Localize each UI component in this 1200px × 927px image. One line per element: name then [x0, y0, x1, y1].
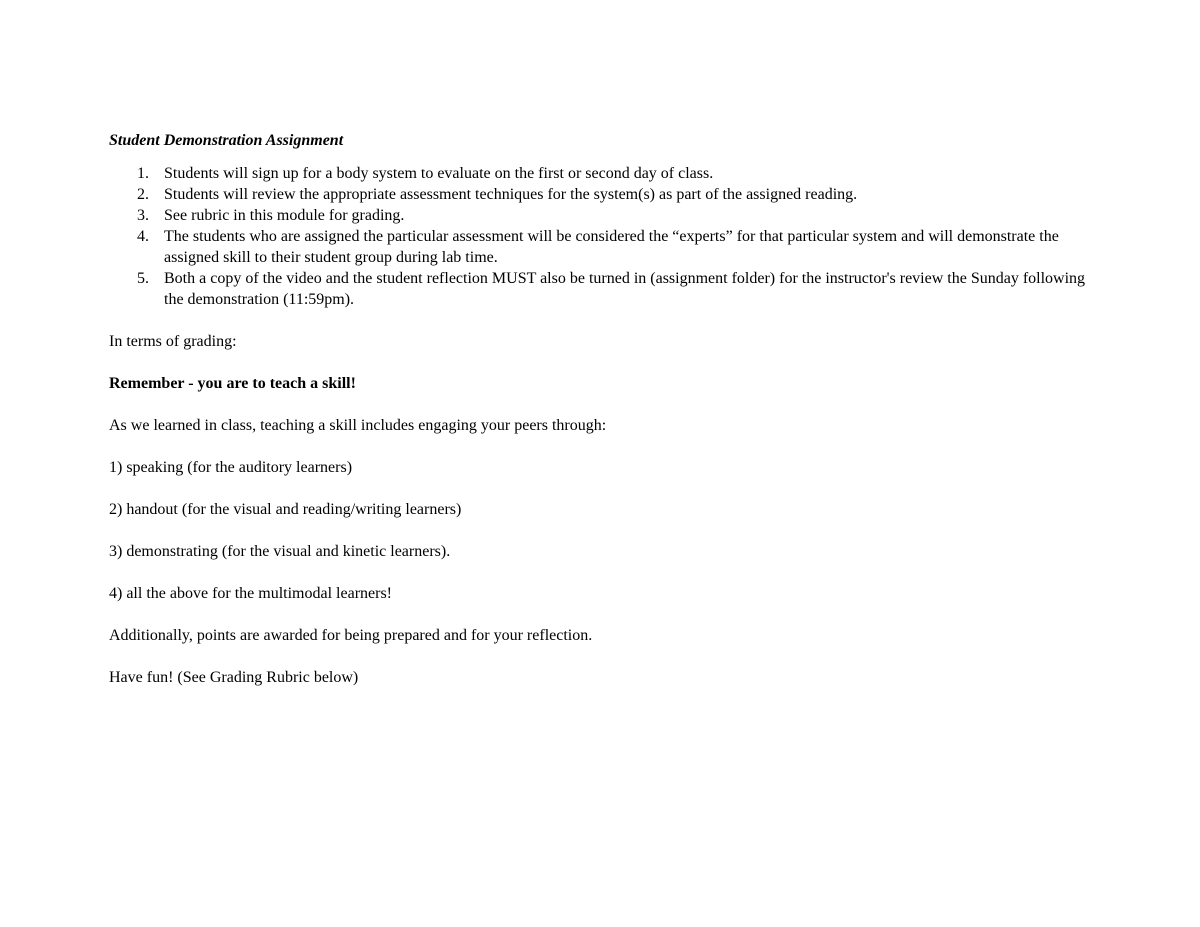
- step-text: Both a copy of the video and the student reflection MUST also be turned in (assignment folder) for the instructor's review the Sunday following the demonstration (11:59pm).: [164, 270, 1086, 308]
- step-text: See rubric in this module for grading.: [164, 207, 405, 224]
- step-number: 5.: [137, 270, 149, 287]
- step-number: 1.: [137, 165, 149, 182]
- method-item: 3) demonstrating (for the visual and kinetic learners).: [109, 543, 451, 560]
- closing-line: Have fun! (See Grading Rubric below): [109, 669, 359, 686]
- method-item: 1) speaking (for the auditory learners): [109, 459, 353, 476]
- step-number: 2.: [137, 186, 149, 203]
- additionally-paragraph: Additionally, points are awarded for being prepared and for your reflection.: [109, 627, 593, 644]
- list-item: [109, 205, 1089, 226]
- step-text: Students will review the appropriate assessment techniques for the system(s) as part of the assigned reading.: [164, 186, 858, 203]
- list-item: [109, 163, 1089, 184]
- grading-intro: In terms of grading:: [109, 333, 237, 350]
- list-item: [109, 226, 1089, 268]
- document-page: [109, 130, 1089, 688]
- learned-paragraph: As we learned in class, teaching a skill includes engaging your peers through:: [109, 417, 607, 434]
- list-item: [109, 184, 1089, 205]
- steps-list: [109, 163, 1089, 310]
- step-number: 4.: [137, 228, 149, 245]
- method-item: 2) handout (for the visual and reading/writing learners): [109, 501, 462, 518]
- remember-note: Remember - you are to teach a skill!: [109, 375, 356, 392]
- step-number: 3.: [137, 207, 149, 224]
- method-item: 4) all the above for the multimodal learners!: [109, 585, 393, 602]
- step-text: Students will sign up for a body system to evaluate on the first or second day of class.: [164, 165, 714, 182]
- list-item: [109, 268, 1089, 310]
- step-text: The students who are assigned the particular assessment will be considered the “experts” for that particular system and will demonstrate the assigned skill to their student group during lab time.: [164, 228, 1059, 266]
- document-title: Student Demonstration Assignment: [109, 132, 344, 149]
